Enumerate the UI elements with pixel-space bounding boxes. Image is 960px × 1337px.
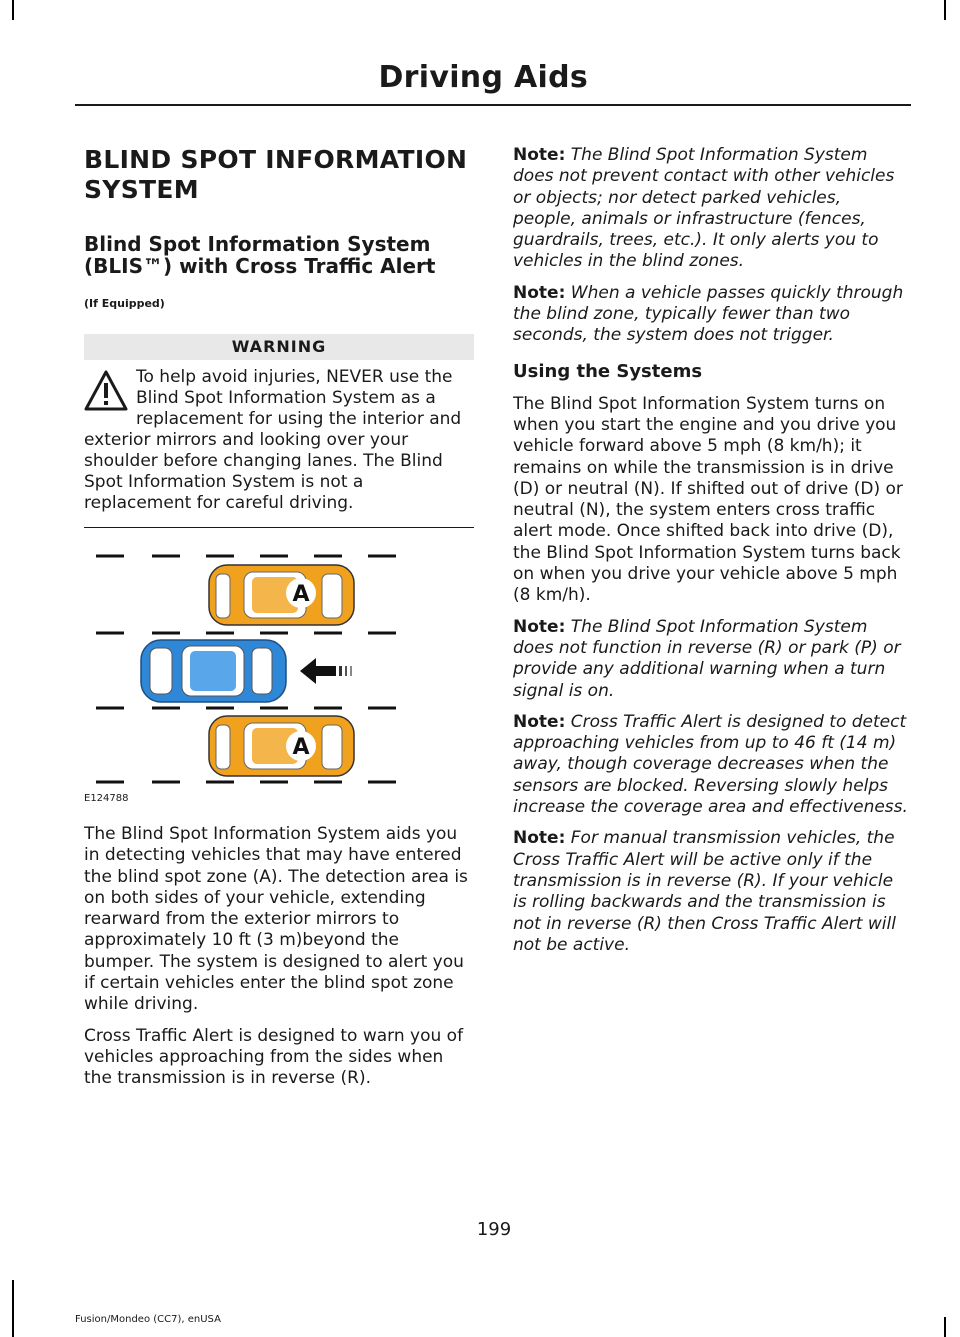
main-heading-line-1: BLIND SPOT INFORMATION <box>84 145 468 174</box>
note-2-label: Note: <box>513 282 566 303</box>
sub-heading <box>84 233 474 277</box>
if-equipped-label: (If Equipped) <box>84 297 165 310</box>
blind-spot-diagram-svg <box>84 536 474 786</box>
page-number: 199 <box>476 1219 512 1240</box>
note-5 <box>513 828 908 956</box>
approach-arrow-icon <box>300 658 352 684</box>
note-2 <box>513 283 908 347</box>
crop-mark-top-left <box>12 0 14 20</box>
right-column <box>513 145 908 956</box>
zone-label-top: A <box>292 582 310 607</box>
crop-mark-top-right <box>944 0 946 20</box>
note-4-text: Cross Traffic Alert is designed to detect approaching vehicles from up to 46 ft (14 m) away, though coverage decreases when the sensors are blocked. Reversing slowly helps increase the coverage area and effectiveness. <box>513 711 908 818</box>
own-car <box>141 640 286 702</box>
paragraph-blind-spot: The Blind Spot Information System aids you in detecting vehicles that may have entered the blind spot zone (A). The detection area is on both sides of your vehicle, extending rearward from the exterior mirrors to approximately 10 ft (3 m)beyond the bumper. The system is designed to alert you if certain vehicles enter the blind spot zone while driving. <box>84 824 468 1015</box>
figure-id: E124788 <box>84 793 129 804</box>
note-1-label: Note: <box>513 145 566 165</box>
paragraph-using-systems: The Blind Spot Information System turns on when you start the engine and you drive you vehicle forward above 5 mph (8 km/h); it remains on while the transmission is in drive (D) or neutral (N). If shifted out of drive (D) or neutral (N), the system enters cross traffic alert mode. Once shifted back into drive (D), the Blind Spot Information System turns back on when you drive your vehicle above 5 mph (8 km/h). <box>513 393 903 606</box>
note-2-text: When a vehicle passes quickly through the blind zone, typically fewer than two seconds, the system does not trigger. <box>513 282 904 346</box>
main-heading <box>84 145 474 205</box>
sub-heading-line-2: (BLIS™) with Cross Traffic Alert <box>84 254 436 278</box>
note-4-label: Note: <box>513 711 566 732</box>
blind-spot-diagram <box>84 536 474 804</box>
warning-header: WARNING <box>84 334 474 360</box>
zone-car-bottom <box>209 716 354 776</box>
crop-mark-bottom-right <box>944 1317 946 1337</box>
zone-label-bottom: A <box>292 735 310 760</box>
warning-text: To help avoid injuries, NEVER use the Blind Spot Information System as a replacement for using the interior and exterior mirrors and looking over your shoulder before changing lanes. The Blind Spot Information System is not a replacement for careful driving. <box>84 367 462 513</box>
note-3-text: The Blind Spot Information System does not function in reverse (R) or park (P) or provide any additional warning when a turn signal is on. <box>513 616 901 701</box>
using-systems-heading: Using the Systems <box>513 360 703 382</box>
note-5-text: For manual transmission vehicles, the Cross Traffic Alert will be active only if the transmission is in reverse (R). If your vehicle is rolling backwards and the transmission is not in reverse (R) then Cross Traffic Alert will not be active. <box>513 828 896 955</box>
note-1 <box>513 145 908 273</box>
note-5-label: Note: <box>513 828 566 849</box>
crop-mark-bottom-left <box>12 1280 14 1337</box>
note-1-text: The Blind Spot Information System does not prevent contact with other vehicles or objects; nor detect parked vehicles, people, animals or infrastructure (fences, guardrails, trees, etc.). It only alerts you to vehicles in the blind zones. <box>513 145 895 272</box>
note-4 <box>513 712 908 818</box>
zone-car-top <box>209 565 354 625</box>
sub-heading-line-1: Blind Spot Information System <box>84 232 431 256</box>
warning-divider <box>84 527 474 528</box>
header-rule <box>75 104 911 106</box>
left-column <box>84 145 474 1090</box>
note-3 <box>513 617 908 702</box>
main-heading-line-2: SYSTEM <box>84 175 199 204</box>
paragraph-cross-traffic: Cross Traffic Alert is designed to warn you of vehicles approaching from the sides when the transmission is in reverse (R). <box>84 1025 464 1089</box>
section-title: Driving Aids <box>378 60 588 95</box>
note-3-label: Note: <box>513 616 566 637</box>
document-id: Fusion/Mondeo (CC7), enUSA <box>75 1314 221 1325</box>
warning-body <box>84 367 474 514</box>
warning-triangle-icon <box>84 369 128 413</box>
